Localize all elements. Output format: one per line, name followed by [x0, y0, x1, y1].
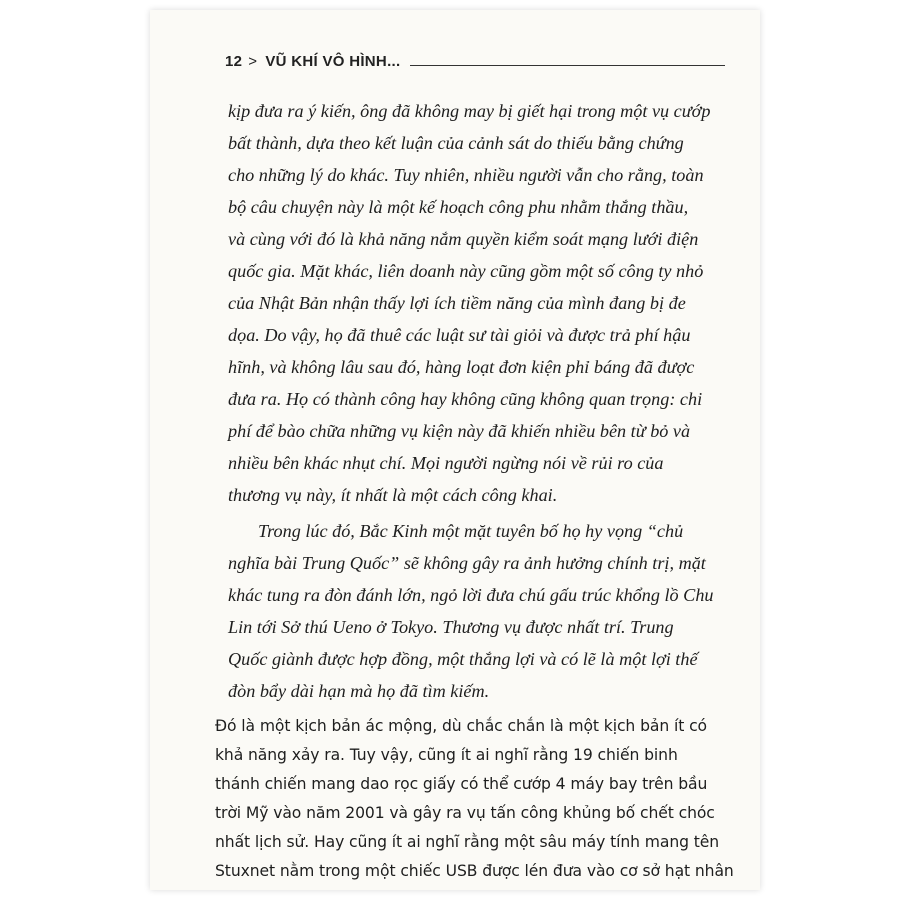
text-line: Stuxnet nằm trong một chiếc USB được lén đưa vào cơ sở hạt nhân	[215, 862, 734, 880]
text-line: quốc gia. Mặt khác, liên doanh này cũng gồm một số công ty nhỏ	[228, 261, 704, 281]
text-line: và cùng với đó là khả năng nắm quyền kiểm soát mạng lưới điện	[228, 229, 699, 249]
text-line: bộ câu chuyện này là một kế hoạch công phu nhằm thắng thầu,	[228, 197, 689, 217]
text-line: cho những lý do khác. Tuy nhiên, nhiều người vẫn cho rằng, toàn	[228, 165, 704, 185]
text-line: Quốc giành được hợp đồng, một thắng lợi và có lẽ là một lợi thế	[228, 649, 698, 669]
paragraph-first-line: Trong lúc đó, Bắc Kinh một mặt tuyên bố họ hy vọng “chủ	[258, 521, 684, 541]
text-line: nghĩa bài Trung Quốc” sẽ không gây ra ảnh hưởng chính trị, mặt	[228, 553, 706, 573]
text-line: bất thành, dựa theo kết luận của cảnh sát do thiếu bằng chứng	[228, 133, 684, 153]
text-line: phí để bào chữa những vụ kiện này đã khiến nhiều bên từ bỏ và	[228, 421, 691, 441]
arrow-icon: >	[248, 53, 258, 70]
text-line: Lin tới Sở thú Ueno ở Tokyo. Thương vụ được nhất trí. Trung	[228, 617, 674, 637]
text-line: nhiều bên khác nhụt chí. Mọi người ngừng nói về rủi ro của	[228, 453, 664, 473]
text-line: Đó là một kịch bản ác mộng, dù chắc chắn là một kịch bản ít có	[215, 717, 707, 735]
chapter-title: VŨ KHÍ VÔ HÌNH...	[265, 53, 401, 70]
text-line: hĩnh, và không lâu sau đó, hàng loạt đơn kiện phỉ báng đã được	[228, 357, 695, 377]
text-line: khả năng xảy ra. Tuy vậy, cũng ít ai nghĩ rằng 19 chiến binh	[215, 746, 678, 764]
text-line: kịp đưa ra ý kiến, ông đã không may bị giết hại trong một vụ cướp	[228, 101, 711, 121]
text-line: khác tung ra đòn đánh lớn, ngỏ lời đưa chú gấu trúc khổng lồ Chu	[228, 585, 714, 605]
running-header	[225, 50, 725, 70]
text-line: dọa. Do vậy, họ đã thuê các luật sư tài giỏi và được trả phí hậu	[228, 325, 691, 345]
text-line: trời Mỹ vào năm 2001 và gây ra vụ tấn công khủng bố chết chóc	[215, 804, 715, 822]
text-line: thương vụ này, ít nhất là một cách công khai.	[228, 485, 558, 505]
text-line: nhất lịch sử. Hay cũng ít ai nghĩ rằng một sâu máy tính mang tên	[215, 833, 720, 851]
text-line: thánh chiến mang dao rọc giấy có thể cướp 4 máy bay trên bầu	[215, 775, 708, 793]
text-line: đòn bẩy dài hạn mà họ đã tìm kiếm.	[228, 681, 490, 701]
text-line: đưa ra. Họ có thành công hay không cũng không quan trọng: chi	[228, 389, 703, 409]
text-line: của Nhật Bản nhận thấy lợi ích tiềm năng của mình đang bị đe	[228, 293, 686, 313]
header-rule	[410, 65, 725, 66]
page-number: 12	[225, 53, 243, 70]
